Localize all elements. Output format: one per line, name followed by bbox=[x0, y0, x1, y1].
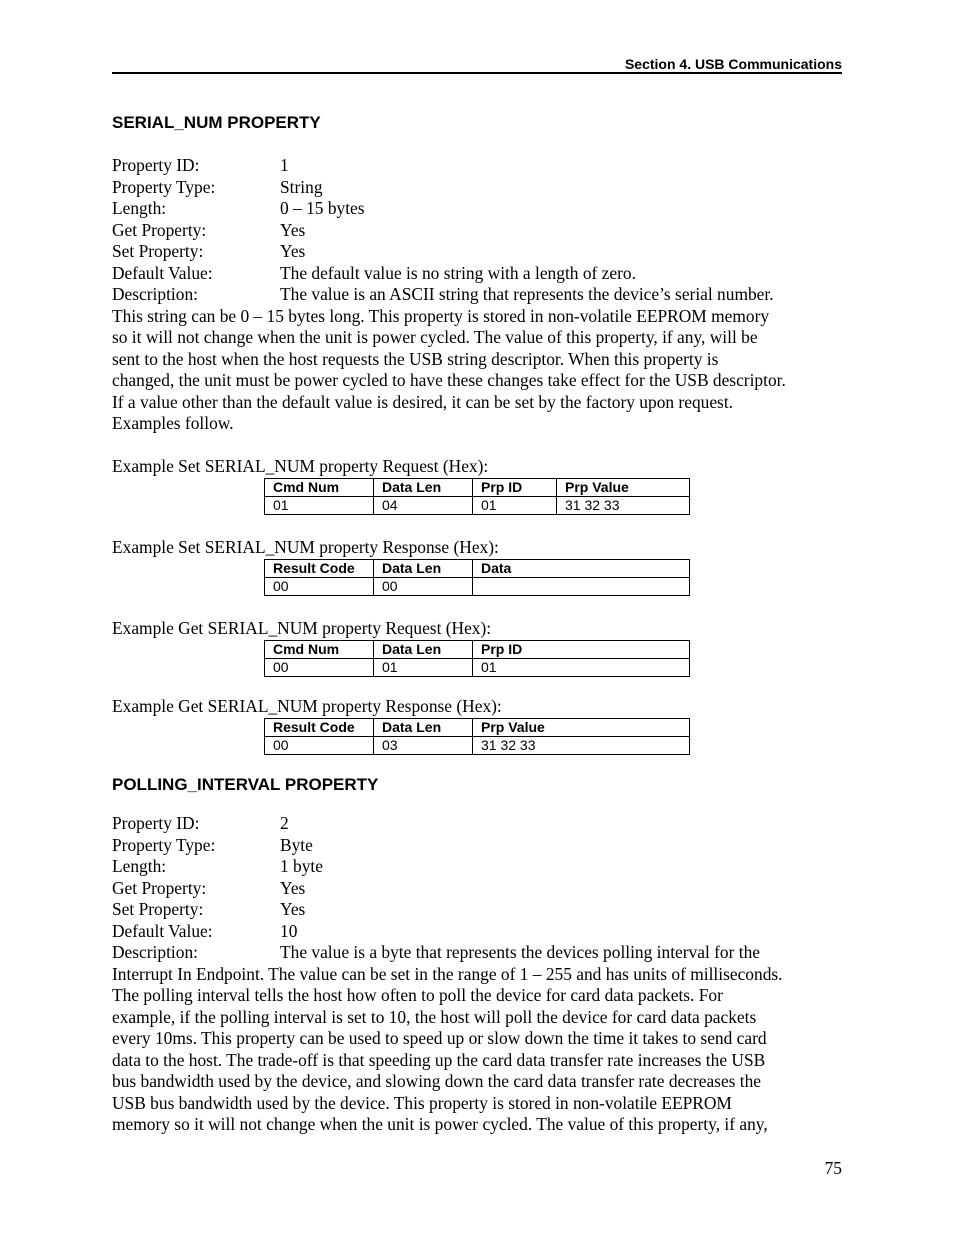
serial-num-description: Description: The value is an ASCII string that represents the device’s serial number. This string can be 0 – 15 bytes long. This property is stored in non-volatile EEPROM memory so it will not change when the unit is power cycled. The value of this property, if any, will be sent to the host when the host requests the USB string descriptor. When this property is changed, the unit must be power cycled to have these changes take effect for the USB descriptor. If a value other than the default value is desired, it can be set by the factory upon request. Examples follow. bbox=[112, 284, 786, 433]
hex-table bbox=[264, 559, 690, 596]
example-caption: Example Set SERIAL_NUM property Response (Hex): bbox=[112, 537, 499, 557]
property-row: Default Value: The default value is no string with a length of zero. bbox=[112, 262, 636, 283]
polling-interval-description: Description: The value is a byte that represents the devices polling interval for the Interrupt In Endpoint. The value can be set in the range of 1 – 255 and has units of milliseconds. The polling interval tells the host how often to poll the device for card data packets. For example, if the polling interval is set to 10, the host will poll the device for card data packets every 10ms. This property can be used to speed up or slow down the time it takes to send card data to the host. The trade-off is that speeding up the card data transfer rate increases the USB bus bandwidth used by the device, and slowing down the card data transfer rate decreases the USB bus bandwidth used by the device. This property is stored in non-volatile EEPROM memory so it will not change when the unit is power cycled. The value of this property, if any, bbox=[112, 942, 783, 1134]
table-header-row: Cmd Num Data Len Prp ID bbox=[265, 641, 690, 659]
property-row: Set Property: Yes bbox=[112, 899, 306, 919]
property-row: Property ID: 1 bbox=[112, 155, 289, 175]
property-row: Set Property: Yes bbox=[112, 241, 306, 261]
polling-interval-heading: POLLING_INTERVAL PROPERTY bbox=[112, 775, 379, 794]
property-row: Get Property: Yes bbox=[112, 877, 306, 898]
example-caption: Example Get SERIAL_NUM property Request (Hex): bbox=[112, 618, 492, 638]
table-header-row: Result Code Data Len Prp Value bbox=[265, 719, 690, 737]
example-caption: Example Get SERIAL_NUM property Response (Hex): bbox=[112, 696, 502, 716]
table-row: 00 01 01 bbox=[265, 659, 690, 677]
hex-table bbox=[264, 718, 690, 755]
property-row: Get Property: Yes bbox=[112, 219, 306, 240]
hex-table bbox=[264, 478, 690, 515]
example-caption: Example Set SERIAL_NUM property Request (Hex): bbox=[112, 456, 489, 476]
header-rule bbox=[112, 72, 842, 74]
serial-num-property-list bbox=[112, 155, 842, 284]
property-row: Property Type: String bbox=[112, 176, 323, 197]
property-row: Length: 0 – 15 bytes bbox=[112, 198, 365, 218]
table-row: 00 00 bbox=[265, 578, 690, 596]
page-number: 75 bbox=[824, 1158, 842, 1178]
running-header: Section 4. USB Communications bbox=[624, 56, 842, 72]
property-row: Default Value: 10 bbox=[112, 920, 298, 941]
polling-interval-property-list bbox=[112, 813, 842, 942]
property-row: Property ID: 2 bbox=[112, 813, 289, 833]
hex-table bbox=[264, 640, 690, 677]
table-header-row: Result Code Data Len Data bbox=[265, 560, 690, 578]
property-row: Length: 1 byte bbox=[112, 856, 323, 876]
table-header-row: Cmd Num Data Len Prp ID Prp Value bbox=[265, 479, 690, 497]
serial-num-heading: SERIAL_NUM PROPERTY bbox=[112, 113, 321, 132]
property-row: Property Type: Byte bbox=[112, 834, 313, 855]
table-row: 00 03 31 32 33 bbox=[265, 737, 690, 755]
table-row: 01 04 01 31 32 33 bbox=[265, 497, 690, 515]
